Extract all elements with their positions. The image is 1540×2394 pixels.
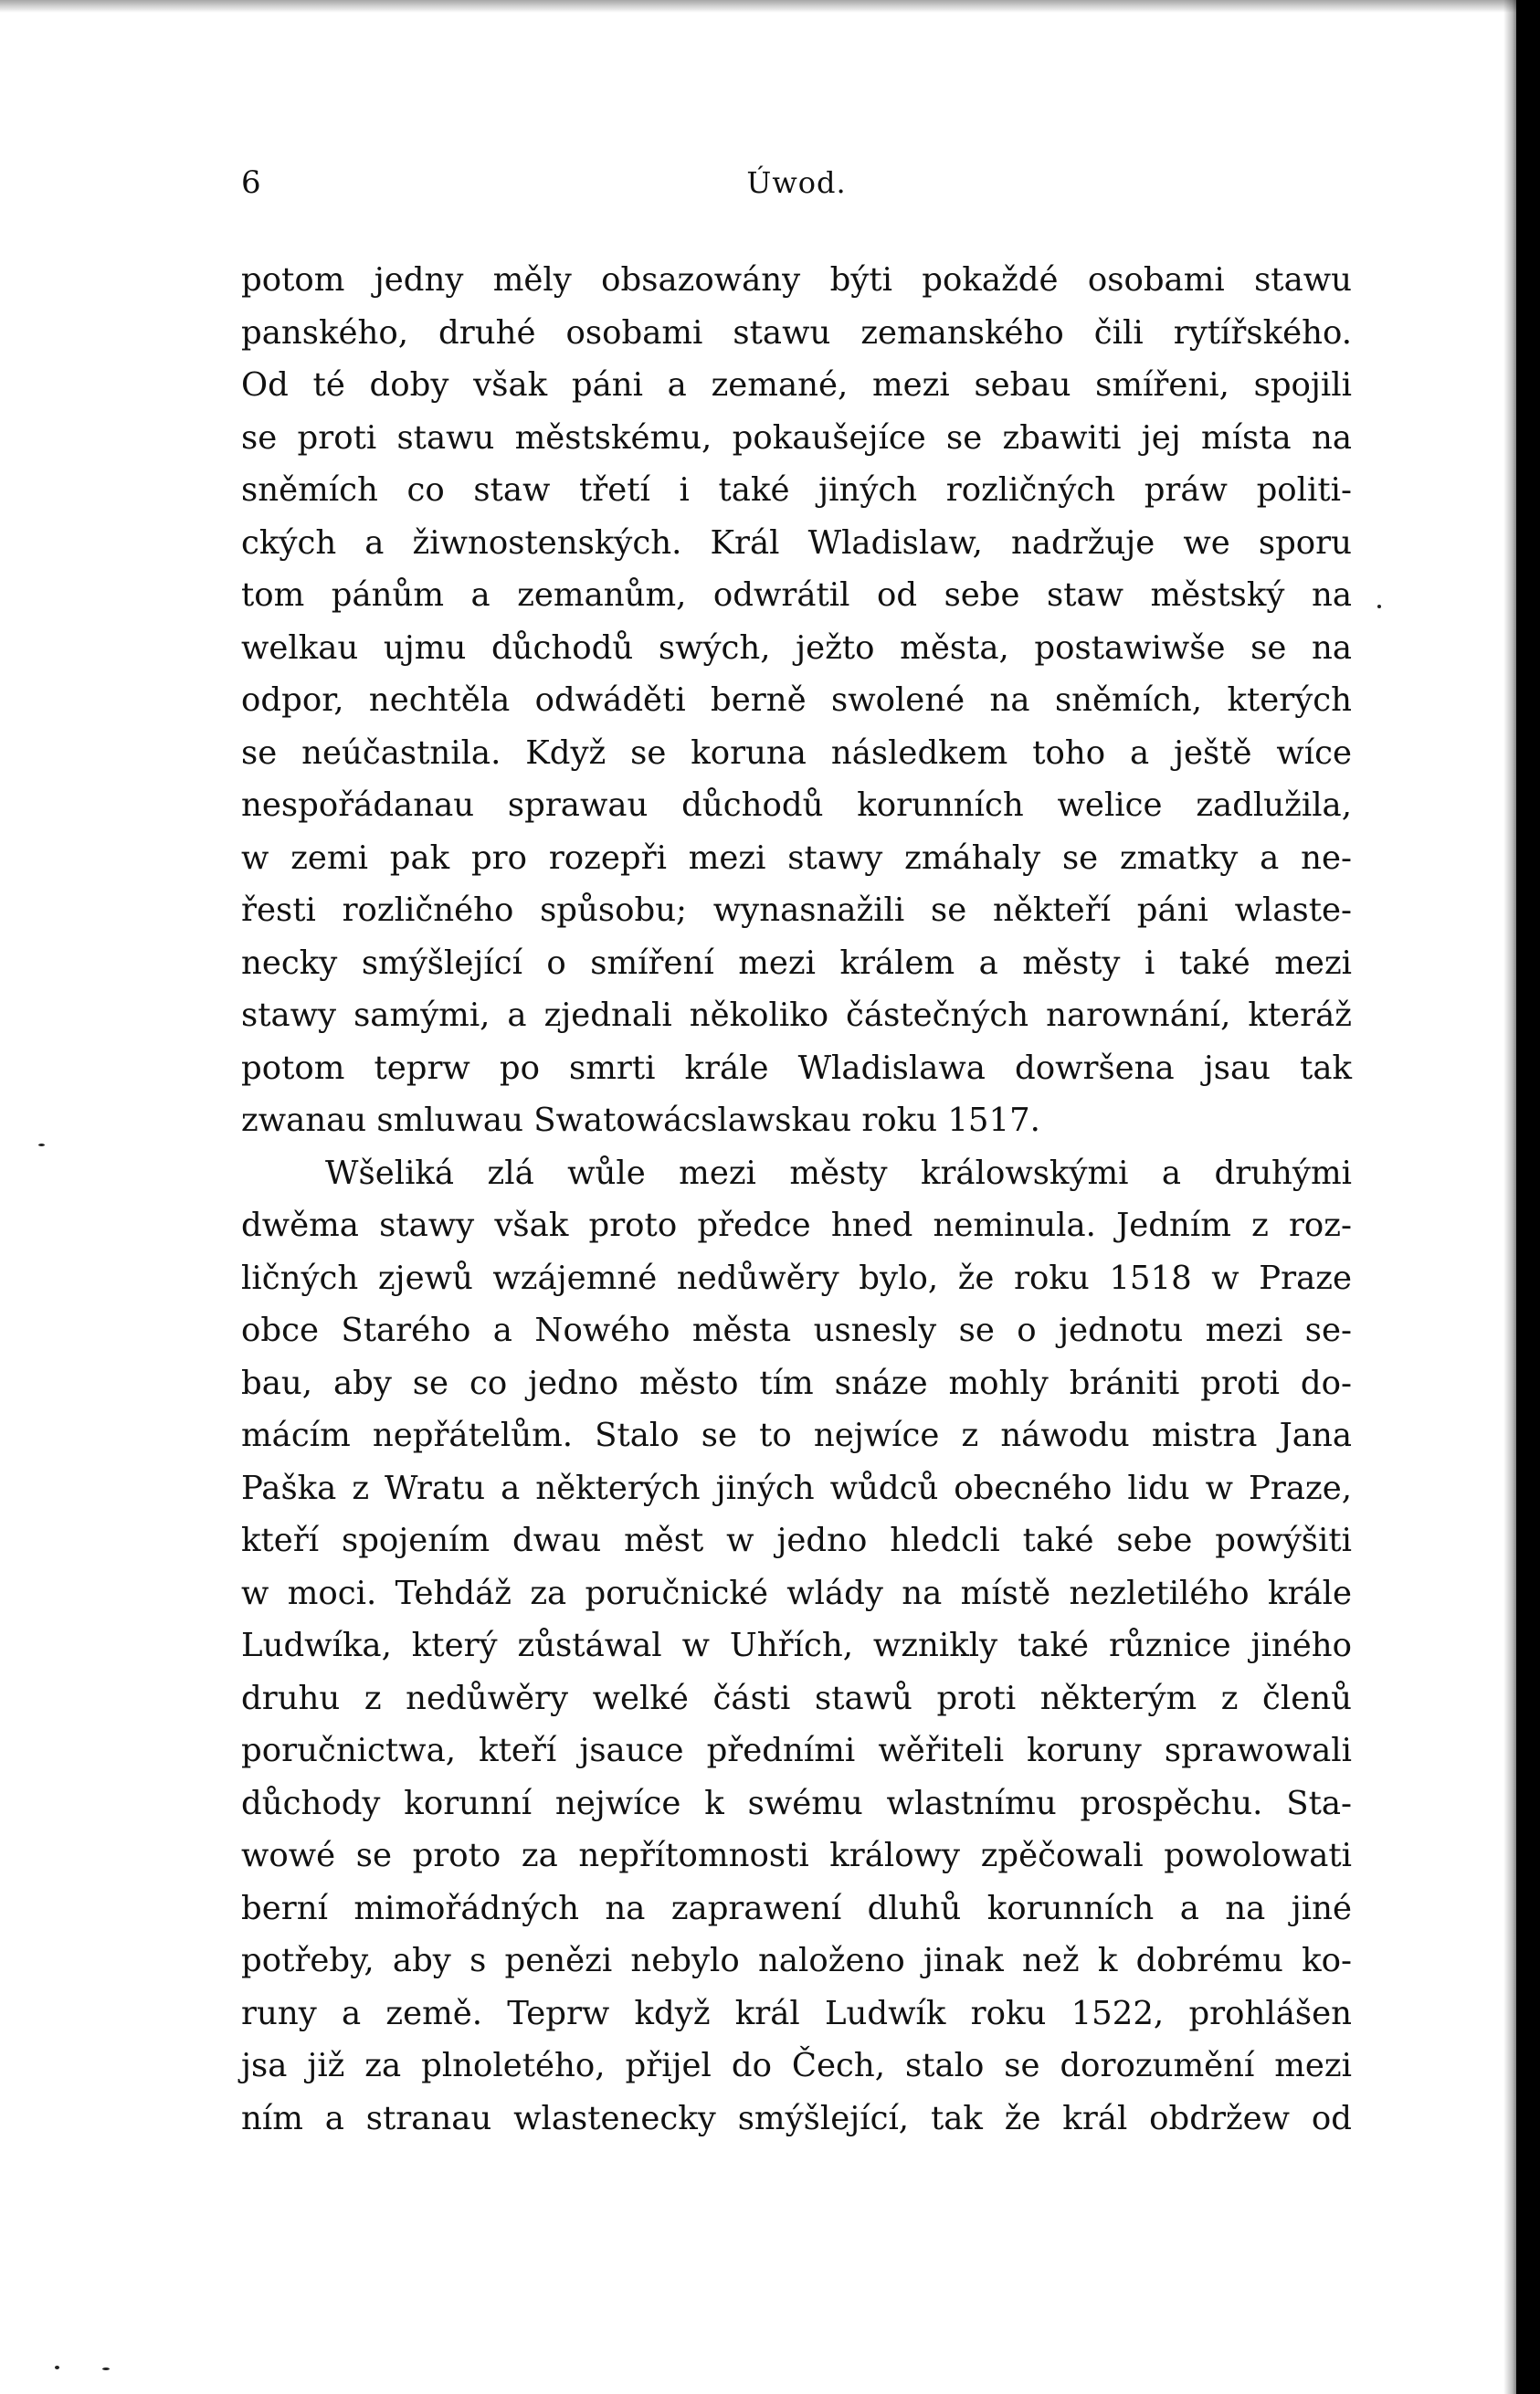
text-line: dwěma stawy však proto předce hned neminula. Jedním z roz- xyxy=(241,1207,1352,1244)
scan-top-shadow xyxy=(0,0,1516,13)
text-line: tom pánům a zemanům, odwrátil od sebe staw městský na xyxy=(241,576,1352,614)
paragraph-1 xyxy=(241,254,1352,1147)
text-line: Wšeliká zlá wůle mezi městy králowskými a druhými xyxy=(325,1154,1352,1192)
text-line: potom jedny měly obsazowány býti pokaždé osobami stawu xyxy=(241,261,1352,299)
text-line: Od té doby však páni a zemané, mezi sebau smířeni, spojili xyxy=(241,366,1352,404)
text-line: w moci. Tehdáž za poručnické wlády na místě nezletilého krále xyxy=(241,1574,1352,1612)
text-line: kteří spojením dwau měst w jedno hledcli také sebe powýšiti xyxy=(241,1522,1352,1559)
page-header xyxy=(241,161,1352,205)
text-line: stawy samými, a zjednali několiko částečných narownání, kteráž xyxy=(241,997,1352,1034)
text-line: sněmích co staw třetí i také jiných rozličných práw politi- xyxy=(241,471,1352,509)
text-line: jsa již za plnoletého, přijel do Čech, stalo se dorozumění mezi xyxy=(241,2047,1352,2084)
text-line: runy a země. Teprw když král Ludwík roku 1522, prohlášen xyxy=(241,1994,1352,2032)
text-line: důchody korunní nejwíce k swému wlastnímu prospěchu. Sta- xyxy=(241,1784,1352,1822)
text-line: Paška z Wratu a některých jiných wůdců obecného lidu w Praze, xyxy=(241,1469,1352,1507)
text-line: poručnictwa, kteří jsauce předními wěřiteli koruny sprawowali xyxy=(241,1732,1352,1769)
text-line: řesti rozličného spůsobu; wynasnažili se někteří páni wlaste- xyxy=(241,891,1352,929)
text-line: obce Starého a Nowého města usnesly se o jednotu mezi se- xyxy=(241,1312,1352,1349)
text-line: ckých a žiwnostenských. Král Wladislaw, nadržuje we sporu xyxy=(241,523,1352,562)
text-line: panského, druhé osobami stawu zemanského čili rytířského. xyxy=(241,313,1352,352)
text-line: welkau ujmu důchodů swých, ježto města, postawiwše se na xyxy=(241,628,1352,667)
text-line: bau, aby se co jedno město tím snáze mohly brániti proti do- xyxy=(241,1364,1352,1402)
text-line: wowé se proto za nepřítomnosti králowy zpěčowali powolowati xyxy=(241,1837,1352,1874)
page-number: 6 xyxy=(241,164,261,201)
text-line: w zemi pak pro rozepři mezi stawy zmáhaly se zmatky a ne- xyxy=(241,838,1352,877)
scan-speck xyxy=(55,2366,59,2369)
body-text xyxy=(241,254,1352,2145)
scan-edge-shadow xyxy=(1503,0,1516,2394)
text-line: ním a stranau wlastenecky smýšlející, tak že král obdržew od xyxy=(241,2099,1352,2137)
running-title: Úwod. xyxy=(746,165,847,200)
text-line: se proti stawu městskému, pokaušejíce se zbawiti jej místa na xyxy=(241,418,1352,457)
text-line: potřeby, aby s penězi nebylo naloženo jinak než k dobrému ko- xyxy=(241,1942,1352,1979)
text-line: berní mimořádných na zaprawení dluhů korunních a na jiné xyxy=(241,1889,1352,1927)
paragraph-2 xyxy=(241,1147,1352,2146)
text-line: se neúčastnila. Když se koruna následkem toho a ještě wíce xyxy=(241,733,1352,772)
text-line: mácím nepřátelům. Stalo se to nejwíce z náwodu mistra Jana xyxy=(241,1417,1352,1454)
text-line: necky smýšlející o smíření mezi králem a městy i také mezi xyxy=(241,944,1352,982)
scan-speck xyxy=(38,1144,45,1146)
text-line: Ludwíka, který zůstáwal w Uhřích, wznikly také různice jiného xyxy=(241,1627,1352,1664)
text-line: odpor, nechtěla odwáděti berně swolené na sněmích, kterých xyxy=(241,681,1352,719)
text-line: druhu z nedůwěry welké části stawů proti některým z členů xyxy=(241,1679,1352,1717)
scan-speck xyxy=(102,2368,110,2370)
text-line: zwanau smluwau Swatowácslawskau roku 1517. xyxy=(241,1102,1040,1139)
text-line: nespořádanau sprawau důchodů korunních welice zadlužila, xyxy=(241,786,1352,824)
text-line: potom teprw po smrti krále Wladislawa dowršena jsau tak xyxy=(241,1049,1352,1087)
scan-speck xyxy=(1377,605,1381,608)
text-line: ličných zjewů wzájemné nedůwěry bylo, že roku 1518 w Praze xyxy=(241,1259,1352,1297)
